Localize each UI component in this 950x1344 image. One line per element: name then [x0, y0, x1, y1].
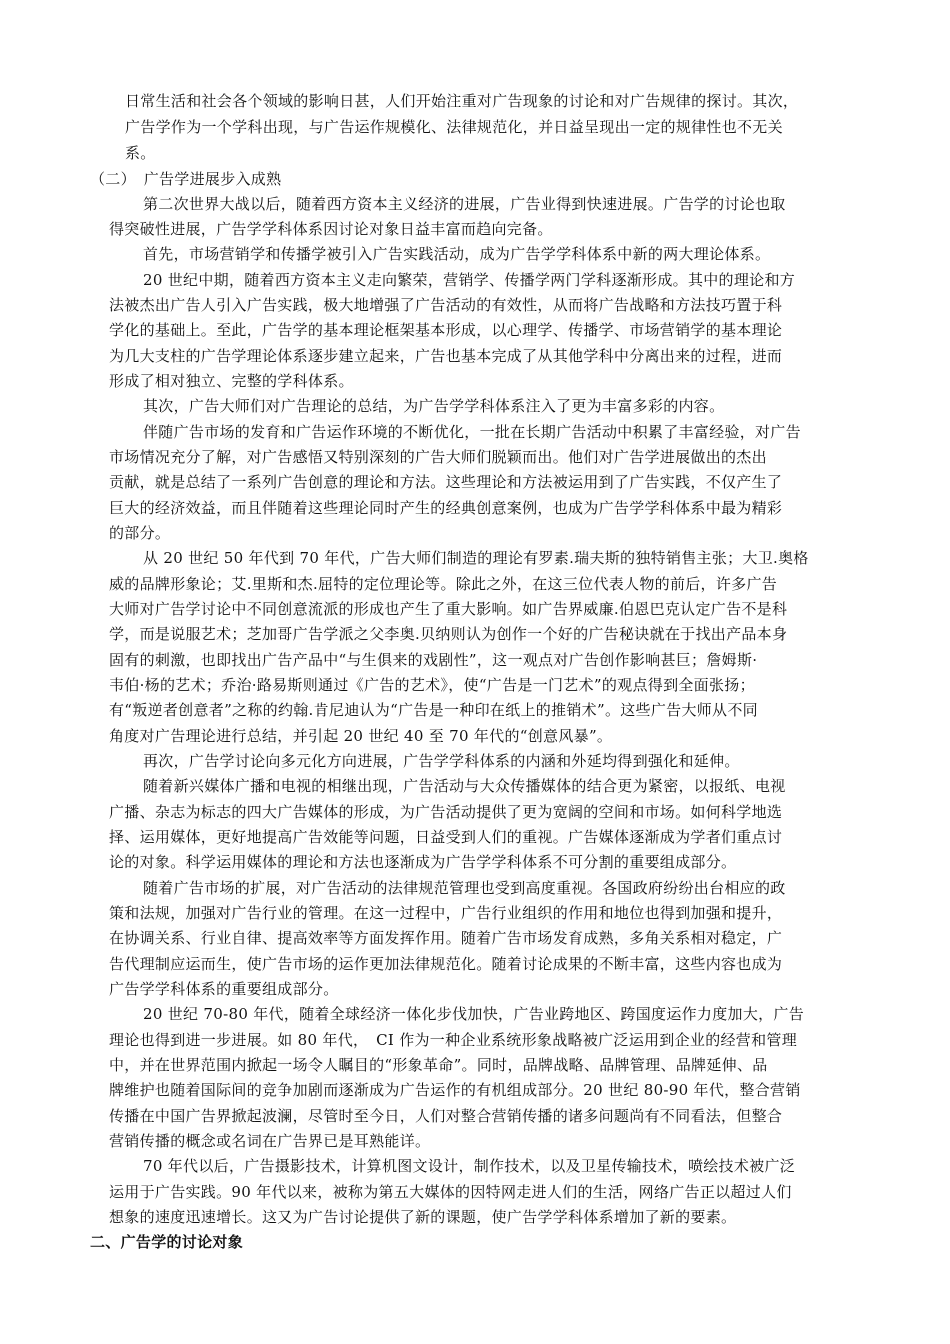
text-line: 法被杰出广告人引入广告实践，极大地增强了广告活动的有效性，从而将广告战略和方法技巧置于科 — [109, 296, 783, 314]
text-line: 第二次世界大战以后，随着西方资本主义经济的进展，广告业得到快速进展。广告学的讨论也取 — [143, 195, 786, 213]
section-heading: （二） 广告学进展步入成熟 — [90, 170, 282, 188]
text-line: 韦伯·杨的艺术；乔治·路易斯则通过《广告的艺术》，使“广告是一门艺术”的观点得到全面张扬； — [109, 676, 755, 694]
text-line: 为几大支柱的广告学理论体系逐步建立起来，广告也基本完成了从其他学科中分离出来的过程，进而 — [109, 347, 783, 365]
text-line: 在协调关系、行业自律、提高效率等方面发挥作用。随着广告市场发育成熟，多角关系相对稳定，广 — [109, 929, 783, 947]
text-line: 固有的刺激，也即找出广告产品中“与生俱来的戏剧性”，这一观点对广告创作影响甚巨；詹姆斯· — [109, 651, 758, 669]
text-line: 大师对广告学讨论中不同创意流派的形成也产生了重大影响。如广告界威廉.伯恩巴克认定广告不是科 — [109, 600, 788, 618]
text-line: 角度对广告理论进行总结，并引起 20 世纪 40 至 70 年代的“创意风暴”。 — [109, 727, 613, 745]
text-line: 营销传播的概念或名词在广告界已是耳熟能详。 — [109, 1132, 431, 1150]
text-line: 得突破性进展，广告学学科体系因讨论对象日益丰富而趋向完备。 — [109, 220, 553, 238]
text-line: 伴随广告市场的发育和广告运作环境的不断优化，一批在长期广告活动中积累了丰富经验，对广告 — [143, 423, 801, 441]
text-line: 中，并在世界范围内掀起一场令人瞩目的“形象革命”。同时，品牌战略、品牌管理、品牌延伸、品 — [109, 1056, 768, 1074]
text-line: 20 世纪 70-80 年代，随着全球经济一体化步伐加快，广告业跨地区、跨国度运作力度加大，广告 — [143, 1005, 805, 1023]
text-line: 市场情况充分了解，对广告感悟又特别深刻的广告大师们脱颖而出。他们对广告学进展做出的杰出 — [109, 448, 767, 466]
text-line: 形成了相对独立、完整的学科体系。 — [109, 372, 354, 390]
text-line: 贡献，就是总结了一系列广告创意的理论和方法。这些理论和方法被运用到了广告实践，不仅产生了 — [109, 473, 783, 491]
text-line: 广播、杂志为标志的四大广告媒体的形成，为广告活动提供了更为宽阔的空间和市场。如何科学地选 — [109, 803, 783, 821]
text-line: 系。 — [125, 144, 156, 162]
text-line: 再次，广告学讨论向多元化方向进展，广告学学科体系的内涵和外延均得到强化和延伸。 — [143, 752, 740, 770]
text-line: 论的对象。科学运用媒体的理论和方法也逐渐成为广告学学科体系不可分割的重要组成部分。 — [109, 853, 737, 871]
text-line: 的部分。 — [109, 524, 171, 542]
text-line: 传播在中国广告界掀起波澜，尽管时至今日，人们对整合营销传播的诸多问题尚有不同看法，但整合 — [109, 1107, 783, 1125]
text-line: 告代理制应运而生，使广告市场的运作更加法律规范化。随着讨论成果的不断丰富，这些内容也成为 — [109, 955, 783, 973]
text-line: 牌维护也随着国际间的竞争加剧而逐渐成为广告运作的有机组成部分。20 世纪 80-90 年代，整合营销 — [109, 1081, 801, 1099]
text-line: 其次，广告大师们对广告理论的总结，为广告学学科体系注入了更为丰富多彩的内容。 — [143, 397, 725, 415]
text-line: 巨大的经济效益，而且伴随着这些理论同时产生的经典创意案例，也成为广告学学科体系中最为精彩 — [109, 499, 783, 517]
text-line: 想象的速度迅速增长。这又为广告讨论提供了新的课题，使广告学学科体系增加了新的要素。 — [109, 1208, 737, 1226]
text-line: 有“叛逆者创意者”之称的约翰.肯尼迪认为“广告是一种印在纸上的推销术”。这些广告大师从不同 — [109, 701, 758, 719]
text-line: 理论也得到进一步进展。如 80 年代， CI 作为一种企业系统形象战略被广泛运用到企业的经营和管理 — [109, 1031, 797, 1049]
text-line: 择、运用媒体，更好地提高广告效能等问题，日益受到人们的重视。广告媒体逐渐成为学者们重点讨 — [109, 828, 783, 846]
text-line: 随着广告市场的扩展，对广告活动的法律规范管理也受到高度重视。各国政府纷纷出台相应的政 — [143, 879, 786, 897]
text-line: 学化的基础上。至此，广告学的基本理论框架基本形成，以心理学、传播学、市场营销学的基本理论 — [109, 321, 783, 339]
text-line: 20 世纪中期，随着西方资本主义走向繁荣，营销学、传播学两门学科逐渐形成。其中的理论和方 — [143, 271, 796, 289]
text-line: 日常生活和社会各个领域的影响日甚，人们开始注重对广告现象的讨论和对广告规律的探讨。其次， — [125, 92, 799, 110]
text-line: 随着新兴媒体广播和电视的相继出现，广告活动与大众传播媒体的结合更为紧密，以报纸、电视 — [143, 777, 786, 795]
text-line: 首先，市场营销学和传播学被引入广告实践活动，成为广告学学科体系中新的两大理论体系。 — [143, 245, 771, 263]
text-line: 学，而是说服艺术；芝加哥广告学派之父李奥.贝纳则认为创作一个好的广告秘诀就在于找出产品本身 — [109, 625, 788, 643]
text-line: 威的品牌形象论；艾.里斯和杰.屈特的定位理论等。除此之外，在这三位代表人物的前后，许多广告 — [109, 575, 778, 593]
text-line: 从 20 世纪 50 年代到 70 年代，广告大师们制造的理论有罗素.瑞夫斯的独特销售主张；大卫.奥格 — [143, 549, 809, 567]
text-line: 广告学作为一个学科出现，与广告运作规模化、法律规范化，并日益呈现出一定的规律性也不无关 — [125, 118, 783, 136]
text-line: 策和法规，加强对广告行业的管理。在这一过程中，广告行业组织的作用和地位也得到加强和提升， — [109, 904, 783, 922]
text-line: 广告学学科体系的重要组成部分。 — [109, 980, 339, 998]
text-line: 70 年代以后，广告摄影技术，计算机图文设计，制作技术，以及卫星传输技术，喷绘技术被广泛 — [143, 1157, 796, 1175]
section-heading: 二、广告学的讨论对象 — [90, 1233, 244, 1251]
text-line: 运用于广告实践。90 年代以来，被称为第五大媒体的因特网走进人们的生活，网络广告正以超过人们 — [109, 1183, 792, 1201]
